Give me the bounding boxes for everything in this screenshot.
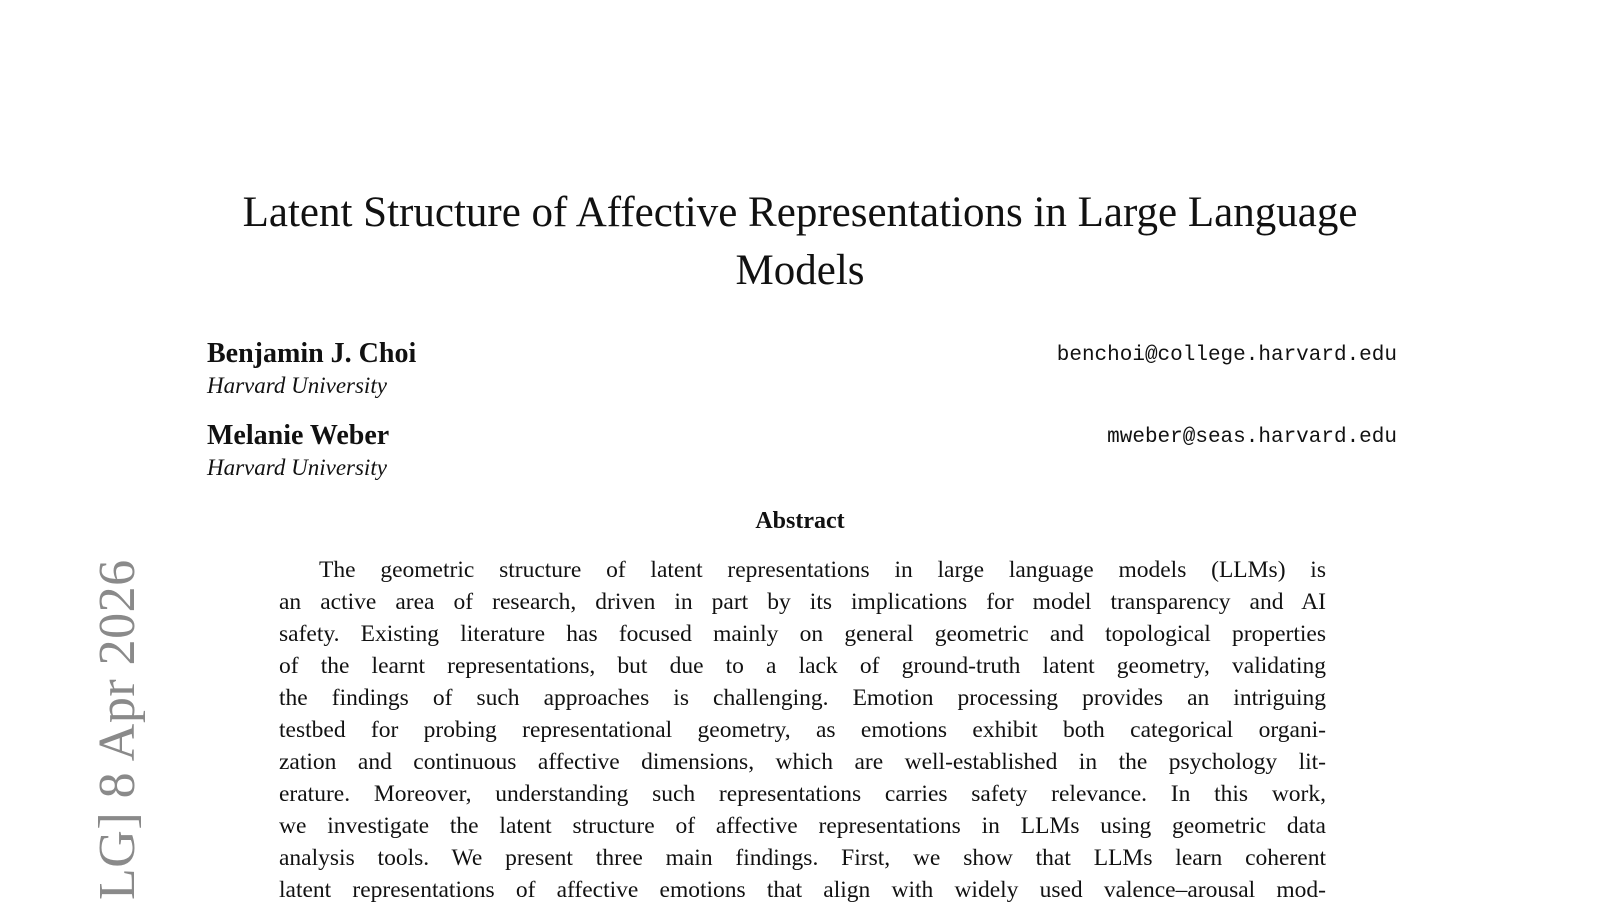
arxiv-sidebar-stamp: LG] 8 Apr 2026 — [89, 559, 146, 900]
abstract-line: latent representations of affective emotions that align with widely used valence–arousal mod- — [279, 877, 1326, 903]
abstract-line: the findings of such approaches is challenging. Emotion processing provides an intriguing — [279, 685, 1326, 711]
author-block-1 — [207, 338, 1397, 400]
abstract-line: an active area of research, driven in part by its implications for model transparency and AI — [279, 589, 1326, 615]
abstract-line: zation and continuous affective dimensions, which are well-established in the psychology lit- — [279, 749, 1326, 775]
abstract-line: we investigate the latent structure of affective representations in LLMs using geometric data — [279, 813, 1326, 839]
abstract-line: of the learnt representations, but due to a lack of ground-truth latent geometry, validating — [279, 653, 1326, 679]
author-affiliation: Harvard University — [207, 373, 387, 398]
author-email[interactable]: mweber@seas.harvard.edu — [1107, 426, 1397, 449]
abstract-line: analysis tools. We present three main findings. First, we show that LLMs learn coherent — [279, 845, 1326, 871]
author-block-2 — [207, 420, 1397, 482]
abstract-line: The geometric structure of latent representations in large language models (LLMs) is — [319, 557, 1326, 583]
abstract-body — [279, 554, 1326, 906]
abstract-line: testbed for probing representational geometry, as emotions exhibit both categorical organi- — [279, 717, 1326, 743]
paper-title — [200, 184, 1400, 300]
author-affiliation: Harvard University — [207, 455, 387, 480]
author-name: Melanie Weber — [207, 420, 390, 451]
author-name: Benjamin J. Choi — [207, 338, 417, 369]
abstract-line: safety. Existing literature has focused mainly on general geometric and topological properties — [279, 621, 1326, 647]
abstract-line: erature. Moreover, understanding such representations carries safety relevance. In this work, — [279, 781, 1326, 807]
paper-title-line-2: Models — [735, 247, 865, 294]
paper-title-line-1: Latent Structure of Affective Representations in Large Language — [242, 189, 1358, 236]
abstract-heading: Abstract — [755, 508, 845, 534]
author-email[interactable]: benchoi@college.harvard.edu — [1056, 344, 1397, 367]
